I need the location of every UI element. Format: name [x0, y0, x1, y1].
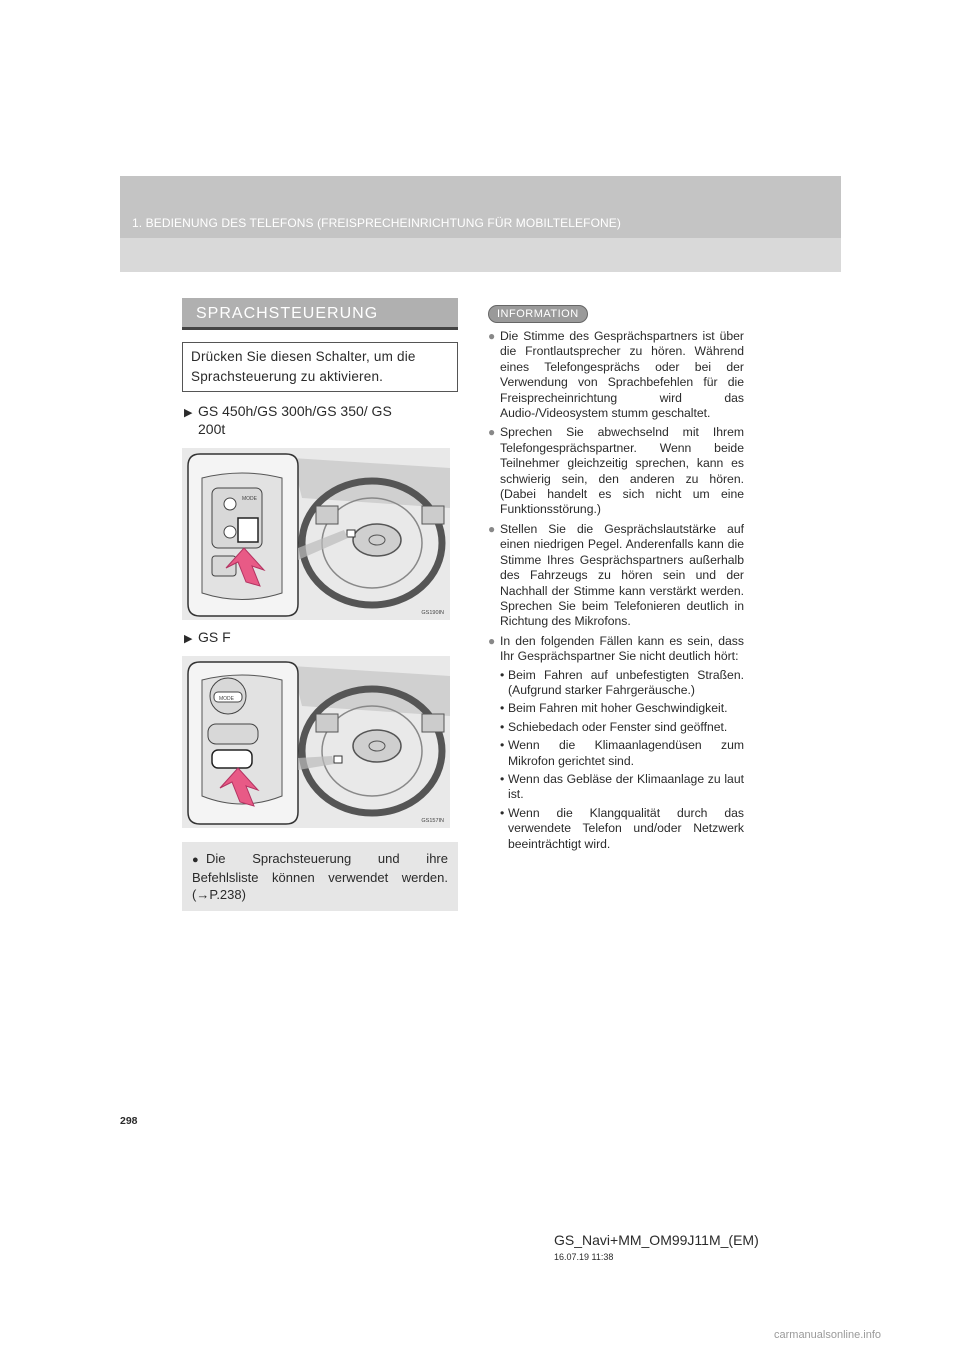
watermark-link[interactable]: carmanualsonline.info — [774, 1329, 882, 1341]
print-date: 16.07.19 11:38 — [554, 1252, 614, 1262]
sub-item-text: Wenn das Gebläse der Klimaanlage zu laut ist. — [508, 771, 744, 802]
chapter-title: 1. BEDIENUNG DES TELEFONS (FREISPRECHEINRICHTUNG FÜR MOBILTELEFONE) — [132, 216, 621, 230]
bullet-icon: ● — [488, 425, 496, 440]
header-inner — [120, 176, 841, 238]
info-item-text: Die Stimme des Gesprächspartners ist über die Frontlautsprecher zu hören. Während eines Telefongesprächs oder bei der Verwendung von Sprachbefehlen für die Freisprecheinrichtung wird das Audio-/Videosystem stumm geschaltet. — [500, 329, 744, 421]
triangle-right-icon: ▶ — [184, 407, 193, 419]
info-item-text: Stellen Sie die Gesprächslautstärke auf einen niedrigen Pegel. Anderenfalls kann die Stimme Ihres Gesprächspartners außerhalb des Fahrzeugs zu hören sein und der Nachhall der Stimme kann verstärkt werden. Sprechen Sie beim Telefonieren deutlich in Richtung des Mikrofons. — [500, 521, 744, 629]
mode-label: MODE — [219, 696, 234, 702]
page-number: 298 — [120, 1115, 138, 1127]
bullet-icon: ● — [192, 854, 199, 866]
info-item — [488, 522, 744, 630]
header-band — [120, 176, 841, 272]
document-code: GS_Navi+MM_OM99J11M_(EM) — [554, 1232, 759, 1248]
small-bullet-icon: • — [500, 771, 505, 786]
mode-label: MODE — [242, 496, 257, 502]
bullet-icon: ● — [488, 329, 496, 343]
steering-wheel-figure-1 — [182, 448, 450, 620]
note-box — [182, 842, 458, 911]
info-item-text: Sprechen Sie abwechselnd mit Ihrem Telefongesprächspartner. Wenn beide Teilnehmer gleichzeitig sprechen, kann es schwierig sein, den anderen zu hören. (Dabei handelt es sich nicht um eine Funktionsstörung.) — [500, 425, 744, 517]
note-text: Die Sprachsteuerung und ihre Befehlsliste können verwendet werden. (→P.238) — [192, 851, 448, 902]
figure-code-2: GS157IN — [421, 818, 444, 824]
sub-list-item — [500, 806, 744, 852]
left-column — [182, 298, 458, 911]
model-label-text: GS 450h/GS 300h/GS 350/ GS 200t — [198, 403, 392, 437]
sub-list-item — [500, 720, 744, 735]
small-bullet-icon: • — [500, 738, 505, 753]
information-list — [488, 329, 744, 852]
steering-wheel-illustration-2 — [182, 656, 450, 828]
small-bullet-icon: • — [500, 667, 505, 682]
sub-item-text: Beim Fahren mit hoher Geschwindigkeit. — [508, 701, 728, 716]
intro-box: Drücken Sie diesen Schalter, um die Sprachsteuerung zu aktivieren. — [182, 342, 458, 392]
model-label-text: GS F — [198, 629, 231, 645]
sub-item-text: Wenn die Klimaanlagendüsen zum Mikrofon gerichtet sind. — [508, 738, 744, 768]
bullet-icon: ● — [488, 633, 496, 648]
small-bullet-icon: • — [500, 805, 505, 820]
info-item — [488, 634, 744, 665]
sub-item-text: Schiebedach oder Fenster sind geöffnet. — [508, 719, 728, 734]
right-column — [488, 304, 744, 852]
small-bullet-icon: • — [500, 719, 505, 734]
sub-list-item — [500, 772, 744, 803]
sub-list-item — [500, 738, 744, 769]
info-item — [488, 329, 744, 421]
steering-wheel-illustration-1 — [182, 448, 450, 620]
figure-code-1: GS190IN — [421, 610, 444, 616]
model-label-gsf — [182, 628, 458, 648]
sub-item-text: Beim Fahren auf unbefestigten Straßen. (Aufgrund starker Fahrgeräusche.) — [508, 667, 744, 697]
information-tag: INFORMATION — [488, 305, 588, 323]
sub-item-text: Wenn die Klangqualität durch das verwendete Telefon und/oder Netzwerk beeinträchtigt wird. — [508, 805, 744, 851]
bullet-icon: ● — [488, 521, 496, 536]
info-item — [488, 425, 744, 517]
model-label-gs450h — [182, 402, 458, 438]
triangle-right-icon: ▶ — [184, 633, 193, 645]
sub-list-item — [500, 701, 744, 716]
steering-wheel-figure-2 — [182, 656, 450, 828]
sub-list-item — [500, 668, 744, 699]
small-bullet-icon: • — [500, 701, 505, 716]
section-title: SPRACHSTEUERUNG — [182, 298, 458, 330]
info-item-text: In den folgenden Fällen kann es sein, dass Ihr Gesprächspartner Sie nicht deutlich hört: — [500, 633, 744, 664]
